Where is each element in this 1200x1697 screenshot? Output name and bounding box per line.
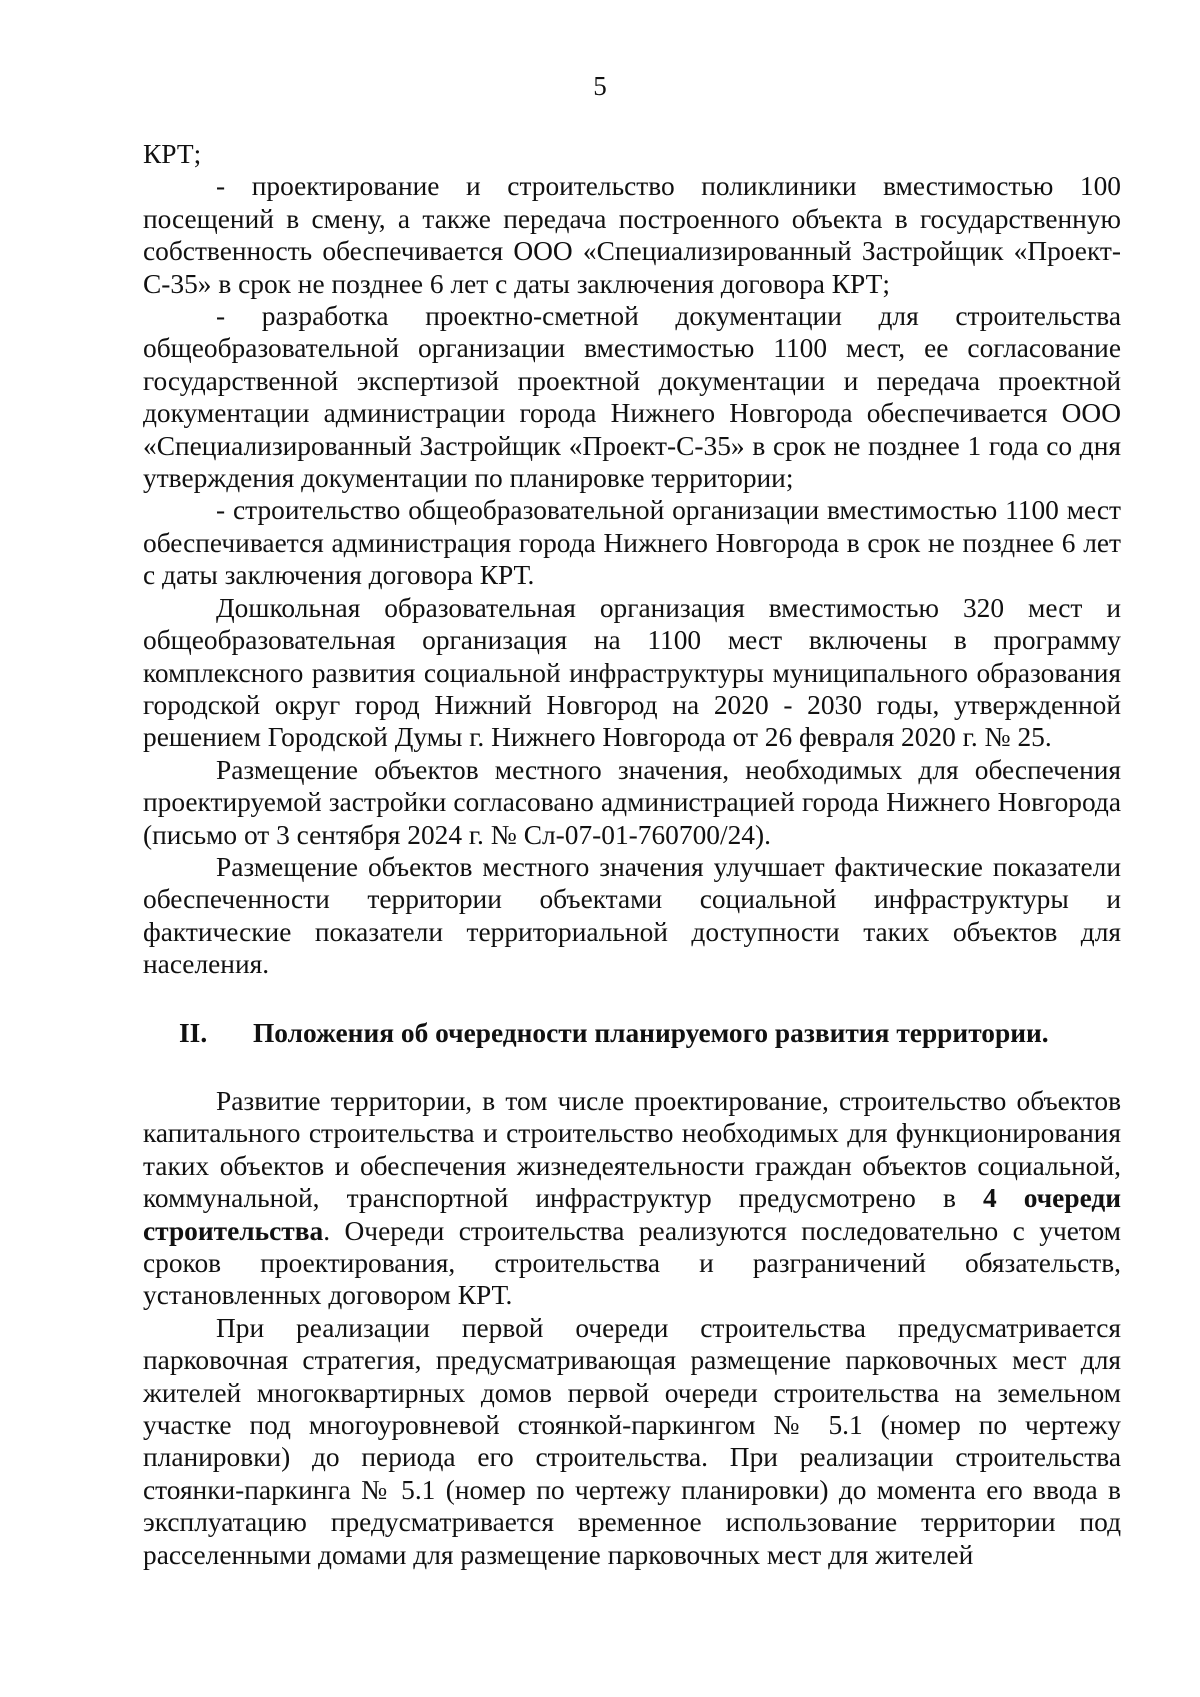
paragraph-school-construction: - строительство общеобразовательной организации вместимостью 1100 мест обеспечивается администрация города Нижнего Новгорода в срок не позднее 6 лет с даты заключения договора КРТ. — [143, 495, 1121, 591]
paragraph-placement-improves: Размещение объектов местного значения улучшает фактические показатели обеспеченности территории объектами социальной инфраструктуры и фактические показатели территориальной доступности таких объектов для населения. — [143, 851, 1121, 980]
paragraph-school-design: - разработка проектно-сметной документации для строительства общеобразовательной организации вместимостью 1100 мест, ее согласование государственной экспертизой проектной документации и передача проектной документации администрации города Нижнего Новгорода обеспечивается ООО «Специализированный Застройщик «Проект-С-35» в срок не позднее 1 года со дня утверждения документации по планировке территории; — [143, 301, 1121, 494]
page-number: 5 — [593, 71, 607, 101]
paragraph-program-inclusion: Дошкольная образовательная организация вместимостью 320 мест и общеобразовательная организация на 1100 мест включены в программу комплексного развития социальной инфраструктуры муниципального образования городской округ город Нижний Новгород на 2020 - 2030 годы, утвержденной решением Городской Думы г. Нижнего Новгорода от 26 февраля 2020 г. № 25. — [143, 592, 1121, 753]
paragraph-development — [143, 1085, 1121, 1312]
paragraph-parking: При реализации первой очереди строительства предусматривается парковочная стратегия, предусматривающая размещение парковочных мест для жителей многоквартирных домов первой очереди строительства на земельном участке под многоуровневой стоянкой-паркингом № 5.1 (номер по чертежу планировки) до периода его строительства. При реализации строительства стоянки-паркинга № 5.1 (номер по чертежу планировки) до момента его ввода в эксплуатацию предусматривается временное использование территории под расселенными домами для размещение парковочных мест для жителей — [143, 1312, 1121, 1570]
paragraph-placement-agreed: Размещение объектов местного значения, необходимых для обеспечения проектируемой застройки согласовано администрацией города Нижнего Новгорода (письмо от 3 сентября 2024 г. № Сл-07-01-760700/24). — [143, 754, 1121, 850]
development-text-end: . Очереди строительства реализуются последовательно с учетом сроков проектирования, строительства и разграничений обязательств, установленных договором КРТ. — [143, 1215, 1121, 1311]
document-body — [143, 138, 1121, 1571]
section-heading — [143, 1017, 1121, 1049]
paragraph-krt-end: КРТ; — [143, 139, 202, 169]
development-text-start: Развитие территории, в том числе проектирование, строительство объектов капитального строительства и строительство необходимых для функционирования таких объектов и обеспечения жизнедеятельности граждан объектов социальной, коммунальной, транспортной инфраструктур предусмотрено в — [143, 1085, 1121, 1214]
section-number: II. — [179, 1017, 208, 1048]
development-text-bold: 4 очереди строительства — [143, 1183, 1121, 1246]
section-title: Положения об очередности планируемого развития территории. — [253, 1017, 1049, 1048]
paragraph-polyclinic: - проектирование и строительство поликлиники вместимостью 100 посещений в смену, а также передача построенного объекта в государственную собственность обеспечивается ООО «Специализированный Застройщик «Проект-С-35» в срок не позднее 6 лет с даты заключения договора КРТ; — [143, 171, 1121, 299]
